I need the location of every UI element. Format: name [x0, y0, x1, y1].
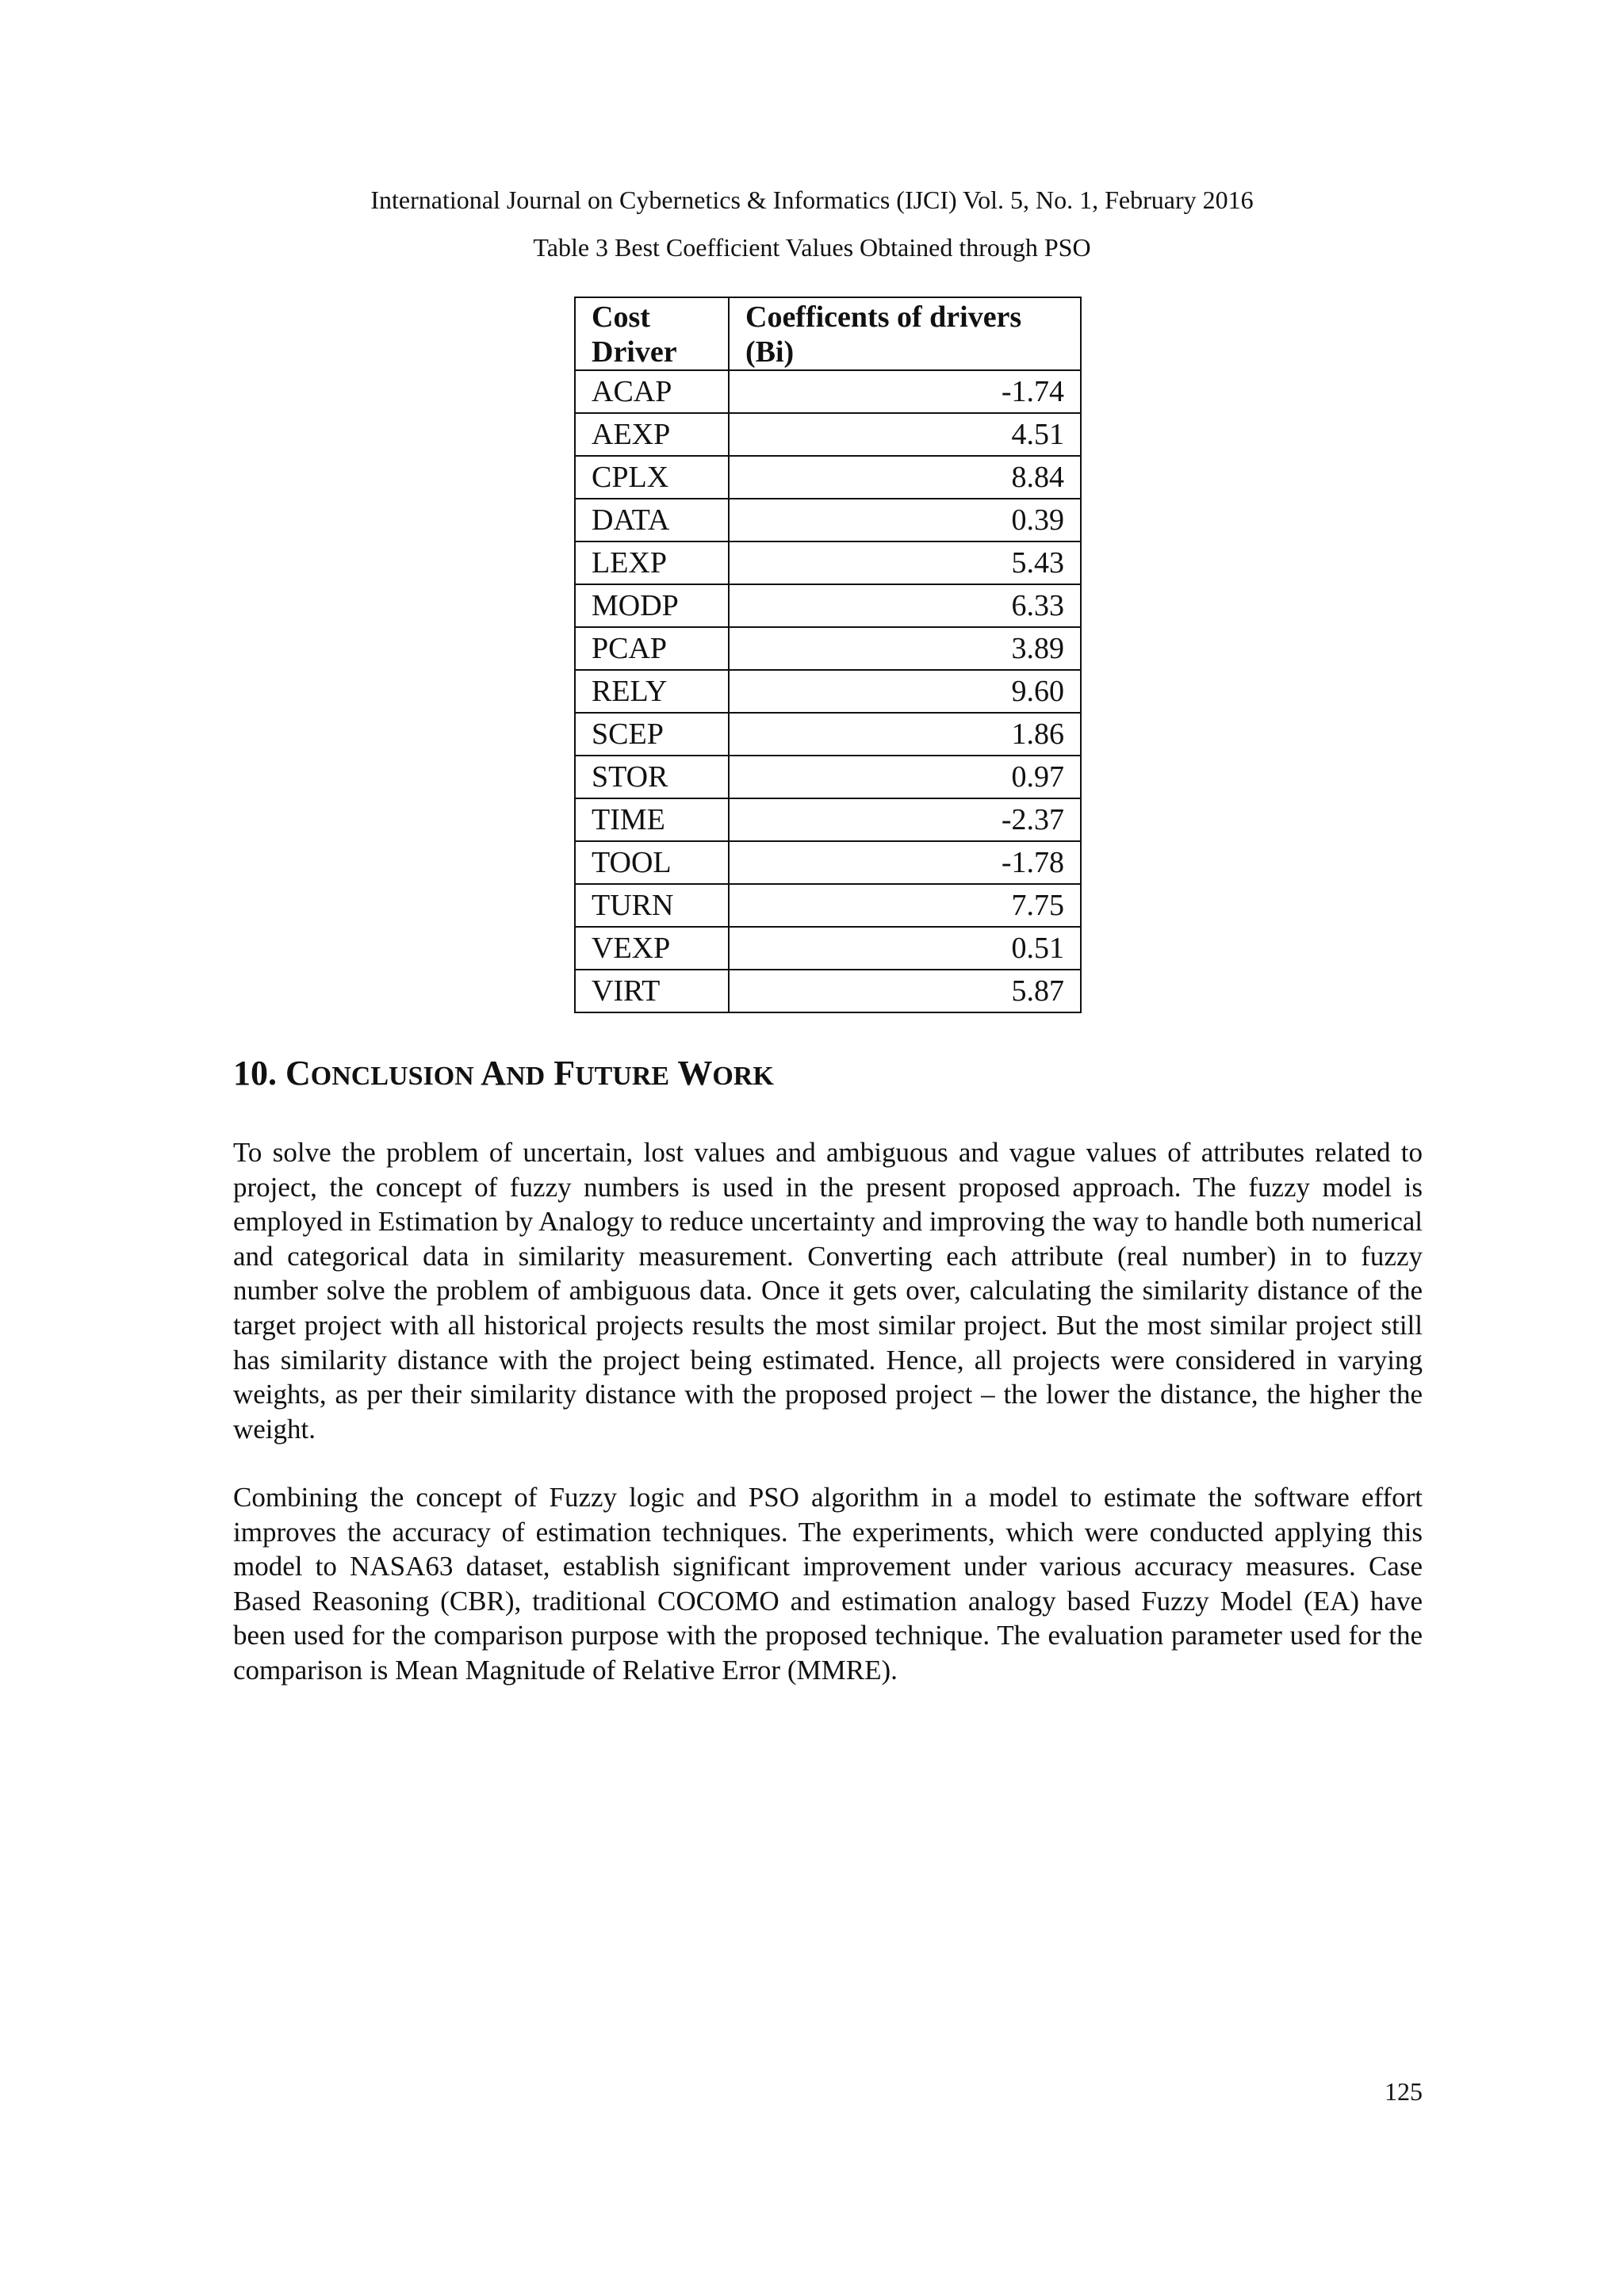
coefficient-value-cell: 0.97	[729, 756, 1081, 798]
coefficient-value-cell: 7.75	[729, 884, 1081, 927]
cost-driver-cell: TOOL	[575, 841, 729, 884]
running-header: International Journal on Cybernetics & Informatics (IJCI) Vol. 5, No. 1, February 2016	[370, 186, 1254, 214]
table-row	[575, 713, 1081, 756]
table-header-row	[575, 297, 1081, 370]
cost-driver-cell: VEXP	[575, 927, 729, 970]
conclusion-paragraph-2: Combining the concept of Fuzzy logic and PSO algorithm in a model to estimate the software effort improves the accuracy of estimation techniques. The experiments, which were conducted applying this model to NASA63 dataset, establish significant improvement under various accuracy measures. Case Based Reasoning (CBR), traditional COCOMO and estimation analogy based Fuzzy Model (EA) have been used for the comparison purpose with the proposed technique. The evaluation parameter used for the comparison is Mean Magnitude of Relative Error (MMRE).	[233, 1482, 1423, 1686]
cost-driver-cell: DATA	[575, 499, 729, 541]
coefficient-value-cell: 8.84	[729, 456, 1081, 499]
cost-driver-cell: SCEP	[575, 713, 729, 756]
table-row	[575, 756, 1081, 798]
table-row	[575, 670, 1081, 713]
table-row	[575, 798, 1081, 841]
coefficient-value-cell: 0.39	[729, 499, 1081, 541]
section-heading: 10. CONCLUSION AND FUTURE WORK	[233, 1054, 774, 1093]
coefficient-value-cell: 6.33	[729, 584, 1081, 627]
coefficient-value-cell: 3.89	[729, 627, 1081, 670]
cost-driver-cell: STOR	[575, 756, 729, 798]
table-row	[575, 541, 1081, 584]
coefficient-value-cell: 4.51	[729, 413, 1081, 456]
cost-driver-cell: PCAP	[575, 627, 729, 670]
coefficient-value-cell: 5.43	[729, 541, 1081, 584]
cost-driver-cell: LEXP	[575, 541, 729, 584]
coefficient-table	[574, 297, 1082, 1013]
table-row	[575, 370, 1081, 413]
cost-driver-cell: TIME	[575, 798, 729, 841]
coefficient-value-cell: 1.86	[729, 713, 1081, 756]
cost-driver-cell: RELY	[575, 670, 729, 713]
table-row	[575, 884, 1081, 927]
column-header-coefficients: Coefficents of drivers (Bi)	[729, 297, 1081, 370]
table-row	[575, 584, 1081, 627]
cost-driver-cell: ACAP	[575, 370, 729, 413]
table-row	[575, 456, 1081, 499]
table-row	[575, 413, 1081, 456]
coefficient-value-cell: -1.74	[729, 370, 1081, 413]
coefficient-value-cell: -2.37	[729, 798, 1081, 841]
coefficient-value-cell: 5.87	[729, 970, 1081, 1012]
table-row	[575, 627, 1081, 670]
column-header-cost-driver: Cost Driver	[575, 297, 729, 370]
table-row	[575, 927, 1081, 970]
table-caption: Table 3 Best Coefficient Values Obtained through PSO	[533, 233, 1091, 262]
cost-driver-cell: VIRT	[575, 970, 729, 1012]
table-row	[575, 970, 1081, 1012]
section-number: 10.	[233, 1054, 285, 1093]
conclusion-paragraph-1: To solve the problem of uncertain, lost values and ambiguous and vague values of attributes related to project, the concept of fuzzy numbers is used in the present proposed approach. The fuzzy model is employed in Estimation by Analogy to reduce uncertainty and improving the way to handle both numerical and categorical data in similarity measurement. Converting each attribute (real number) in to fuzzy number solve the problem of ambiguous data. Once it gets over, calculating the similarity distance of the target project with all historical projects results the most similar project. But the most similar project still has similarity distance with the project being estimated. Hence, all projects were considered in varying weights, as per their similarity distance with the proposed project – the lower the distance, the higher the weight.	[233, 1137, 1423, 1445]
cost-driver-cell: TURN	[575, 884, 729, 927]
table-body	[575, 370, 1081, 1012]
coefficient-value-cell: -1.78	[729, 841, 1081, 884]
cost-driver-cell: CPLX	[575, 456, 729, 499]
page-number: 125	[1385, 2077, 1423, 2106]
table-row	[575, 841, 1081, 884]
table-row	[575, 499, 1081, 541]
coefficient-value-cell: 0.51	[729, 927, 1081, 970]
cost-driver-cell: MODP	[575, 584, 729, 627]
coefficient-value-cell: 9.60	[729, 670, 1081, 713]
cost-driver-cell: AEXP	[575, 413, 729, 456]
